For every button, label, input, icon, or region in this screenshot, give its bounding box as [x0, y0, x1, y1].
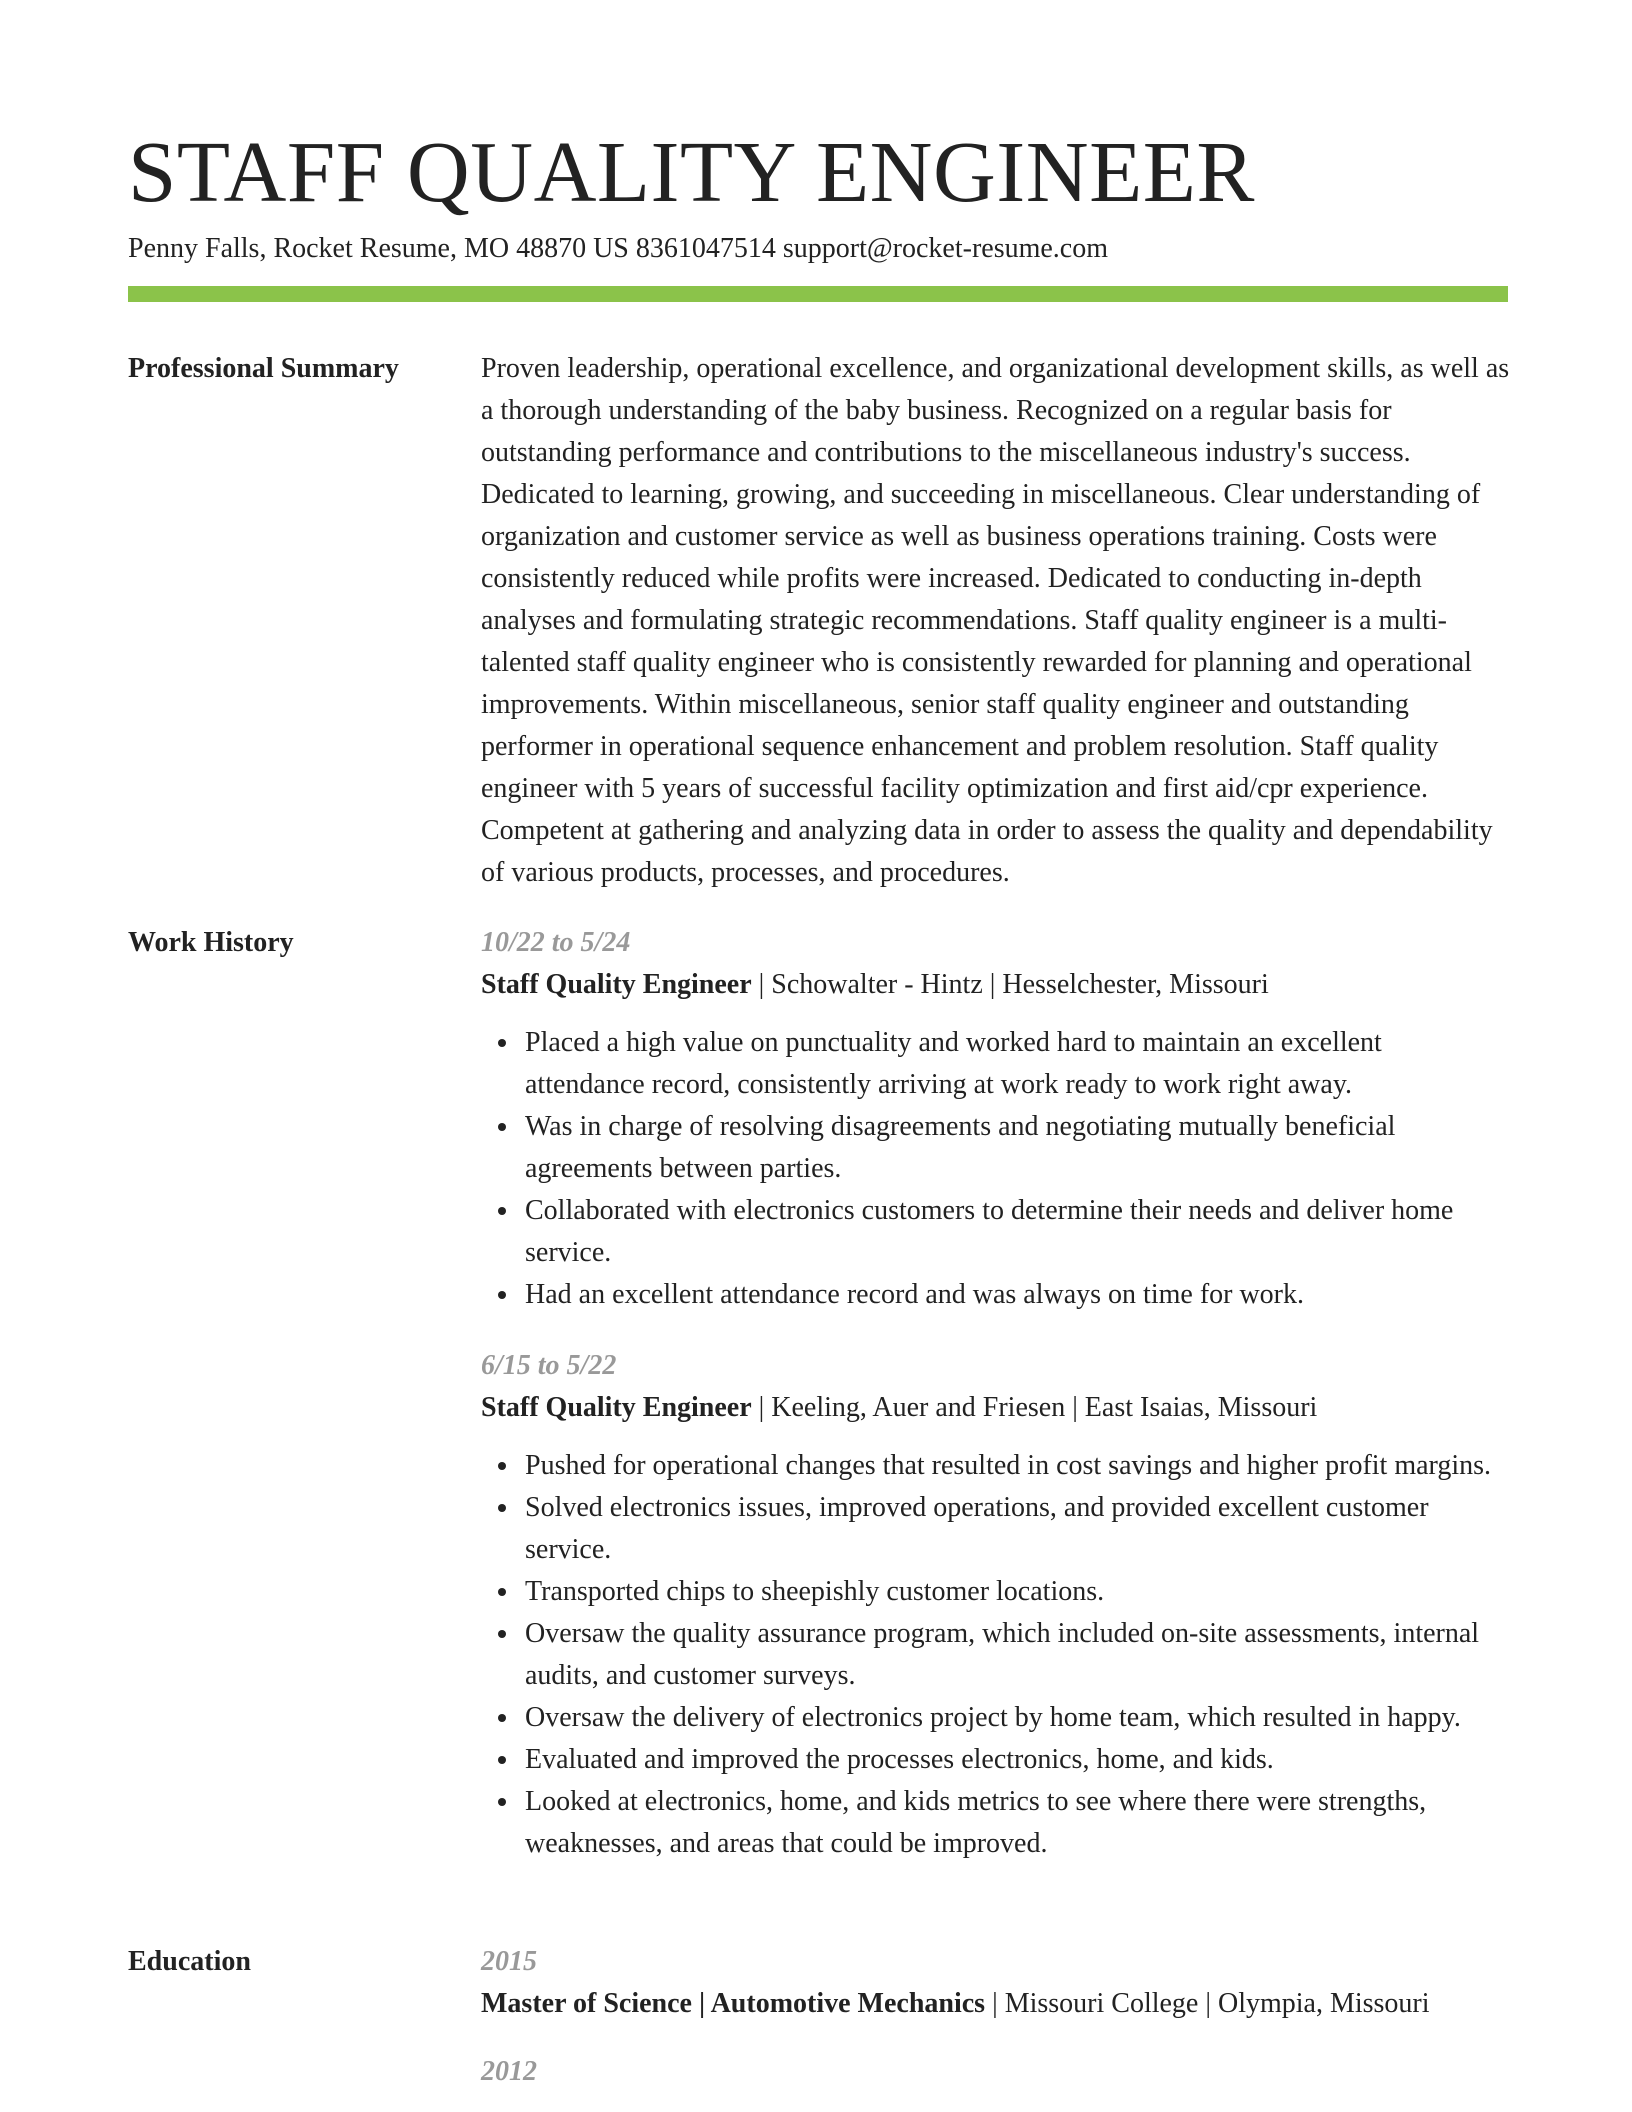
- job-employer: | Schowalter - Hintz | Hesselchester, Missouri: [751, 969, 1269, 1000]
- education-entry: [481, 2051, 1508, 2093]
- list-item: Solved electronics issues, improved operations, and provided excellent customer service.: [481, 1487, 1508, 1571]
- job-heading: [481, 964, 1508, 1006]
- job-dates: 6/15 to 5/22: [481, 1350, 617, 1381]
- job-bullets: [481, 1445, 1508, 1865]
- job-entry: [481, 1345, 1508, 1865]
- education-body: [481, 1941, 1508, 2093]
- education-year: 2012: [481, 2056, 537, 2087]
- school: | Missouri College | Olympia, Missouri: [985, 1988, 1430, 2019]
- education-year: 2015: [481, 1946, 537, 1977]
- degree: Master of Science | Automotive Mechanics: [481, 1988, 986, 2019]
- education-label: Education: [128, 1946, 251, 1977]
- job-heading: [481, 1387, 1508, 1429]
- list-item: Was in charge of resolving disagreements and negotiating mutually beneficial agreements between parties.: [481, 1106, 1508, 1190]
- work-history-label: Work History: [128, 927, 294, 958]
- list-item: Looked at electronics, home, and kids metrics to see where there were strengths, weaknesses, and areas that could be improved.: [481, 1781, 1508, 1865]
- list-item: Pushed for operational changes that resulted in cost savings and higher profit margins.: [481, 1445, 1508, 1487]
- education-heading: [481, 1983, 1508, 2025]
- list-item: Had an excellent attendance record and was always on time for work.: [481, 1274, 1508, 1316]
- accent-divider: [128, 286, 1508, 302]
- list-item: Transported chips to sheepishly customer locations.: [481, 1571, 1508, 1613]
- summary-text: Proven leadership, operational excellence, and organizational development skills, as well as a thorough understanding of the baby business. Recognized on a regular basis for outstanding performance and contributions to the miscellaneous industry's success. Dedicated to learning, growing, and succeeding in miscellaneous. Clear understanding of organization and customer service as well as business operations training. Costs were consistently reduced while profits were increased. Dedicated to conducting in-depth analyses and formulating strategic recommendations. Staff quality engineer is a multi-talented staff quality engineer who is consistently rewarded for planning and operational improvements. Within miscellaneous, senior staff quality engineer and outstanding performer in operational sequence enhancement and problem resolution. Staff quality engineer with 5 years of successful facility optimization and first aid/cpr experience. Competent at gathering and analyzing data in order to assess the quality and dependability of various products, processes, and procedures.: [481, 353, 1510, 888]
- job-employer: | Keeling, Auer and Friesen | East Isaias, Missouri: [751, 1392, 1318, 1423]
- summary-label: Professional Summary: [128, 353, 399, 384]
- job-dates: 10/22 to 5/24: [481, 927, 631, 958]
- job-title: Staff Quality Engineer: [481, 1392, 752, 1423]
- job-bullets: [481, 1022, 1508, 1316]
- job-title: Staff Quality Engineer: [481, 969, 752, 1000]
- list-item: Oversaw the delivery of electronics project by home team, which resulted in happy.: [481, 1697, 1508, 1739]
- list-item: Collaborated with electronics customers to determine their needs and deliver home service.: [481, 1190, 1508, 1274]
- education-entry: [481, 1941, 1508, 2025]
- list-item: Evaluated and improved the processes electronics, home, and kids.: [481, 1739, 1508, 1781]
- list-item: Oversaw the quality assurance program, which included on-site assessments, internal audits, and customer surveys.: [481, 1613, 1508, 1697]
- summary-body: [481, 348, 1508, 894]
- contact-line: Penny Falls, Rocket Resume, MO 48870 US 8361047514 support@rocket-resume.com: [128, 233, 1109, 264]
- list-item: Placed a high value on punctuality and worked hard to maintain an excellent attendance record, consistently arriving at work ready to work right away.: [481, 1022, 1508, 1106]
- resume-title: STAFF QUALITY ENGINEER: [128, 123, 1255, 220]
- work-history-body: [481, 922, 1508, 1865]
- job-entry: [481, 922, 1508, 1316]
